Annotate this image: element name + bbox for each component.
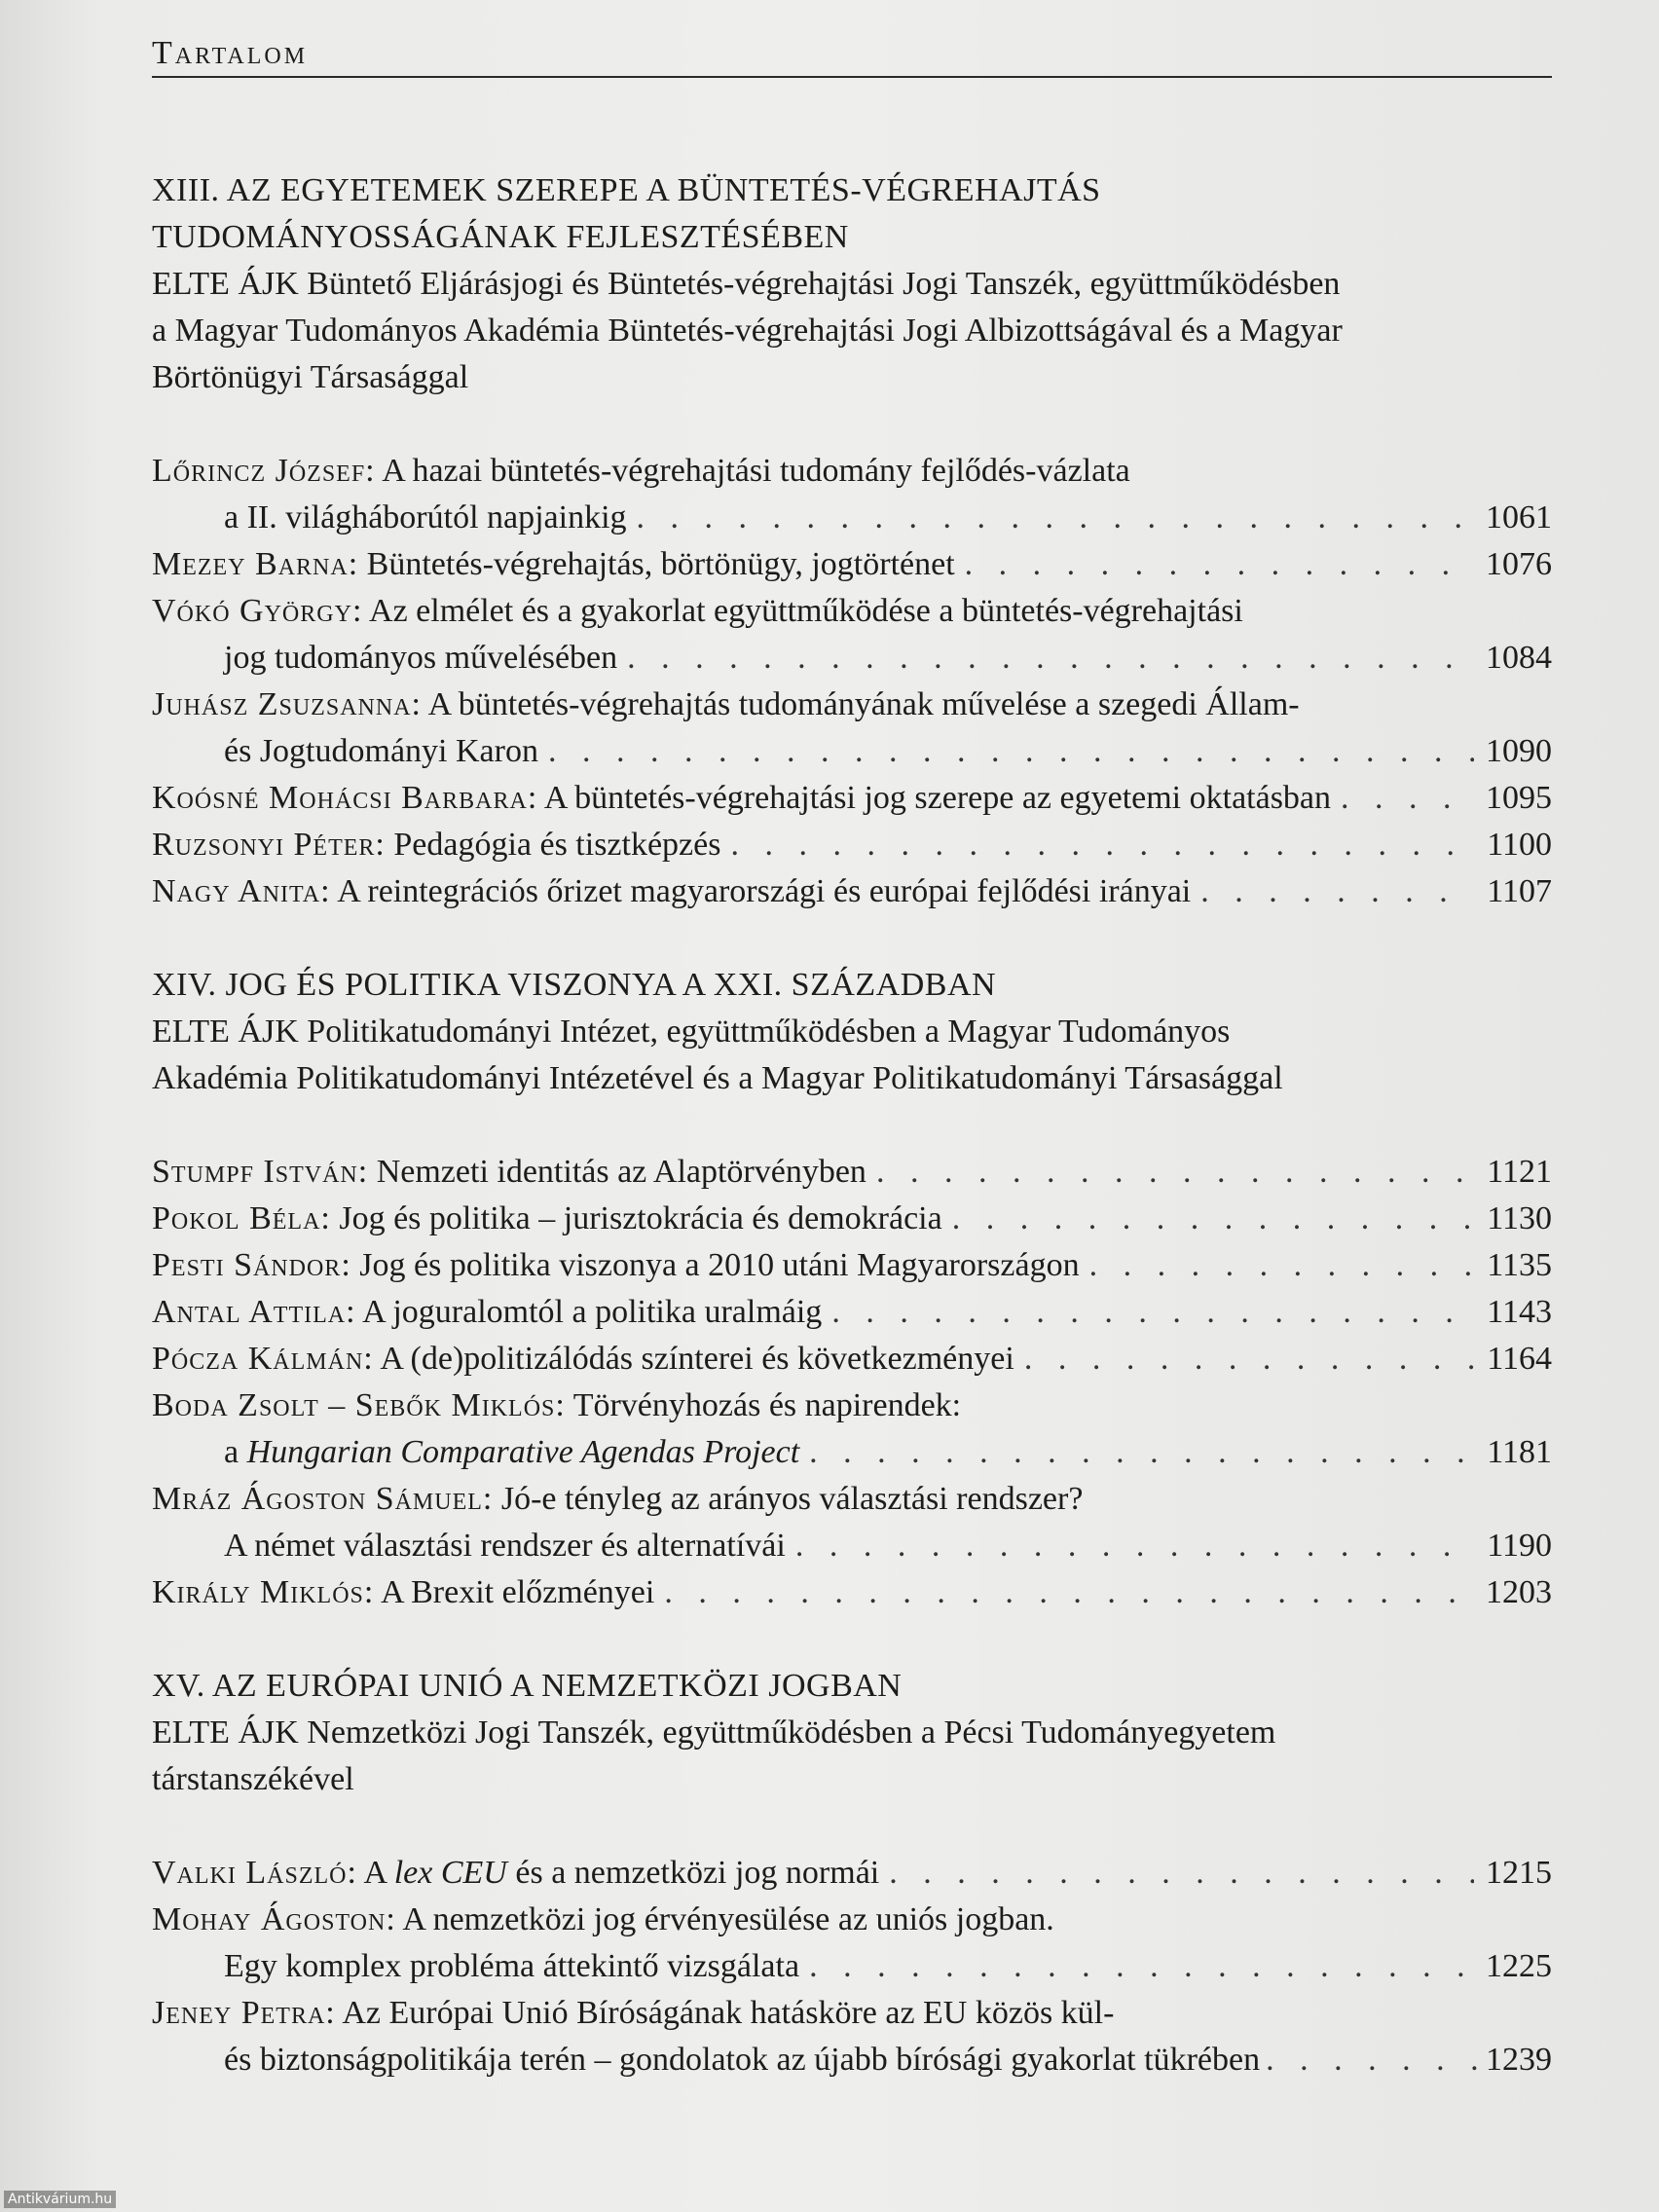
entry-title: és biztonságpolitikája terén – gondolatok az újabb bírósági gyakorlat tükrében [224, 2042, 1261, 2078]
entry-author: Vókó György: [152, 593, 363, 629]
entry-author: Lőrincz József: [152, 453, 376, 489]
entry-page: 1225 [1486, 1948, 1552, 1984]
entry-title: Az elmélet és a gyakorlat együttműködése a büntetés-végrehajtási [369, 593, 1243, 629]
toc-entry[interactable] [152, 1897, 1552, 1990]
entry-author: Jeney Petra: [152, 1995, 336, 2031]
entry-title: A reintegrációs őrizet magyarországi és európai fejlődési irányai [337, 873, 1192, 909]
entry-page: 1203 [1486, 1574, 1552, 1610]
entry-title-italic: Hungarian Comparative Agendas Project [246, 1434, 800, 1470]
entry-page: 1084 [1486, 640, 1552, 676]
entry-page: 1190 [1487, 1528, 1552, 1564]
toc-entry[interactable] [152, 1196, 1552, 1242]
entry-author: Mezey Barna: [152, 546, 359, 582]
entry-page: 1239 [1486, 2042, 1552, 2078]
entry-title: A nemzetközi jog érvényesülése az uniós jogban. [402, 1901, 1054, 1937]
entry-title: Nemzeti identitás az Alaptörvényben [376, 1154, 866, 1190]
entry-title: Egy komplex probléma áttekintő vizsgálata [224, 1948, 800, 1984]
leader-dots [809, 1429, 1474, 1476]
entry-title-suffix: és a nemzetközi jog normái [506, 1855, 880, 1891]
header-rule [152, 76, 1552, 78]
entry-author: Juhász Zsuzsanna: [152, 686, 422, 722]
entry-title: Jó-e tényleg az arányos választási rendszer? [500, 1481, 1084, 1517]
entry-page: 1130 [1487, 1200, 1552, 1236]
toc-section-xiii [152, 167, 1552, 915]
entry-title: a II. világháborútól napjainkig [224, 499, 627, 535]
leader-dots [965, 541, 1474, 588]
section-org: a Magyar Tudományos Akadémia Büntetés-végrehajtási Jogi Albizottságával és a Magyar [152, 313, 1343, 349]
entry-page: 1095 [1486, 780, 1552, 816]
entry-page: 1107 [1487, 873, 1552, 909]
entry-title: jog tudományos művelésében [224, 640, 618, 676]
toc-entry[interactable] [152, 1850, 1552, 1897]
entry-author: Pokol Béla: [152, 1200, 331, 1236]
entry-title: A hazai büntetés-végrehajtási tudomány fejlődés-vázlata [382, 453, 1130, 489]
entry-title: Jog és politika – jurisztokrácia és demokrácia [339, 1200, 942, 1236]
toc-section-xiv [152, 962, 1552, 1616]
leader-dots [1200, 868, 1474, 915]
section-org: társtanszékével [152, 1761, 354, 1797]
leader-dots [889, 1850, 1474, 1897]
toc-section-xv [152, 1663, 1552, 2083]
toc-entry[interactable] [152, 448, 1552, 541]
leader-dots [637, 495, 1474, 541]
entry-page: 1164 [1487, 1341, 1552, 1377]
entry-author: Koósné Mohácsi Barbara: [152, 780, 538, 816]
entry-author: Valki László: [152, 1855, 357, 1891]
entry-title: A (de)politizálódás színterei és következményei [380, 1341, 1014, 1377]
leader-dots [809, 1943, 1474, 1990]
entry-page: 1121 [1487, 1154, 1552, 1190]
toc-entry[interactable] [152, 1149, 1552, 1196]
entry-title: A joguralomtól a politika uralmáig [362, 1294, 823, 1330]
entry-title: és Jogtudományi Karon [224, 733, 538, 769]
entry-page: 1135 [1487, 1247, 1552, 1283]
entry-title: A büntetés-végrehajtási jog szerepe az egyetemi oktatásban [543, 780, 1332, 816]
entry-author: Antal Attila: [152, 1294, 356, 1330]
entry-title: Jog és politika viszonya a 2010 utáni Magyarországon [359, 1247, 1080, 1283]
section-org: ELTE ÁJK Büntető Eljárásjogi és Büntetés-végrehajtási Jogi Tanszék, együttműködésben [152, 266, 1341, 302]
leader-dots [627, 635, 1474, 682]
leader-dots [548, 728, 1474, 775]
toc-entry[interactable] [152, 1990, 1552, 2083]
entry-author: Ruzsonyi Péter: [152, 827, 386, 863]
toc-entry[interactable] [152, 1476, 1552, 1569]
entry-author: Mráz Ágoston Sámuel: [152, 1481, 494, 1517]
entry-author: Nagy Anita: [152, 873, 331, 909]
entry-title-prefix: A [363, 1855, 394, 1891]
leader-dots [1024, 1336, 1474, 1382]
leader-dots [1341, 775, 1474, 822]
running-header: Tartalom [152, 35, 309, 71]
entry-title-italic: lex CEU [393, 1855, 507, 1891]
entry-page: 1090 [1486, 733, 1552, 769]
toc-entry[interactable] [152, 1336, 1552, 1382]
section-title: XIV. JOG ÉS POLITIKA VISZONYA A XXI. SZÁZADBAN [152, 967, 997, 1003]
toc-entry[interactable] [152, 1382, 1552, 1476]
entry-author: Boda Zsolt – Sebők Miklós: [152, 1387, 566, 1423]
watermark: Antikvárium.hu [4, 2191, 116, 2208]
toc-entry[interactable] [152, 868, 1552, 915]
section-title: TUDOMÁNYOSSÁGÁNAK FEJLESZTÉSÉBEN [152, 219, 849, 255]
entry-page: 1076 [1486, 546, 1552, 582]
section-org: ELTE ÁJK Nemzetközi Jogi Tanszék, együttműködésben a Pécsi Tudományegyetem [152, 1714, 1276, 1751]
entry-page: 1061 [1486, 499, 1552, 535]
leader-dots [795, 1523, 1474, 1569]
entry-page: 1100 [1487, 827, 1552, 863]
entry-title: Az Európai Unió Bíróságának hatásköre az EU közös kül- [342, 1995, 1115, 2031]
toc-entry[interactable] [152, 775, 1552, 822]
section-org: Börtönügyi Társasággal [152, 359, 469, 395]
entry-title: Törvényhozás és napirendek: [572, 1387, 962, 1423]
toc-entry[interactable] [152, 588, 1552, 682]
leader-dots [831, 1289, 1474, 1336]
entry-author: Mohay Ágoston: [152, 1901, 396, 1937]
section-org: ELTE ÁJK Politikatudományi Intézet, együttműködésben a Magyar Tudományos [152, 1014, 1231, 1050]
entry-title: Büntetés-végrehajtás, börtönügy, jogtörténet [366, 546, 955, 582]
leader-dots [1089, 1242, 1474, 1289]
entry-author: Király Miklós: [152, 1574, 375, 1610]
section-title: XV. AZ EURÓPAI UNIÓ A NEMZETKÖZI JOGBAN [152, 1668, 903, 1704]
toc-entry[interactable] [152, 682, 1552, 775]
entry-title: Pedagógia és tisztképzés [393, 827, 721, 863]
entry-author: Stumpf István: [152, 1154, 369, 1190]
entry-author: Pócza Kálmán: [152, 1341, 374, 1377]
toc-entry[interactable] [152, 822, 1552, 868]
entry-page: 1143 [1487, 1294, 1552, 1330]
leader-dots [664, 1569, 1474, 1616]
entry-author: Pesti Sándor: [152, 1247, 351, 1283]
section-org: Akadémia Politikatudományi Intézetével és a Magyar Politikatudományi Társasággal [152, 1060, 1283, 1096]
toc-content [152, 167, 1552, 2130]
leader-dots [952, 1196, 1474, 1242]
entry-title: A Brexit előzményei [380, 1574, 655, 1610]
toc-entry[interactable] [152, 1242, 1552, 1289]
entry-title: A büntetés-végrehajtás tudományának művelése a szegedi Állam- [427, 686, 1300, 722]
leader-dots [876, 1149, 1474, 1196]
leader-dots [730, 822, 1474, 868]
entry-page: 1181 [1487, 1434, 1552, 1470]
leader-dots [1266, 2037, 1478, 2083]
toc-entry[interactable] [152, 1569, 1552, 1616]
toc-entry[interactable] [152, 541, 1552, 588]
section-title: XIII. AZ EGYETEMEK SZEREPE A BÜNTETÉS-VÉGREHAJTÁS [152, 172, 1101, 208]
entry-page: 1215 [1486, 1855, 1552, 1891]
entry-title-prefix: a [224, 1434, 247, 1470]
entry-title: A német választási rendszer és alternatívái [224, 1528, 786, 1564]
toc-entry[interactable] [152, 1289, 1552, 1336]
